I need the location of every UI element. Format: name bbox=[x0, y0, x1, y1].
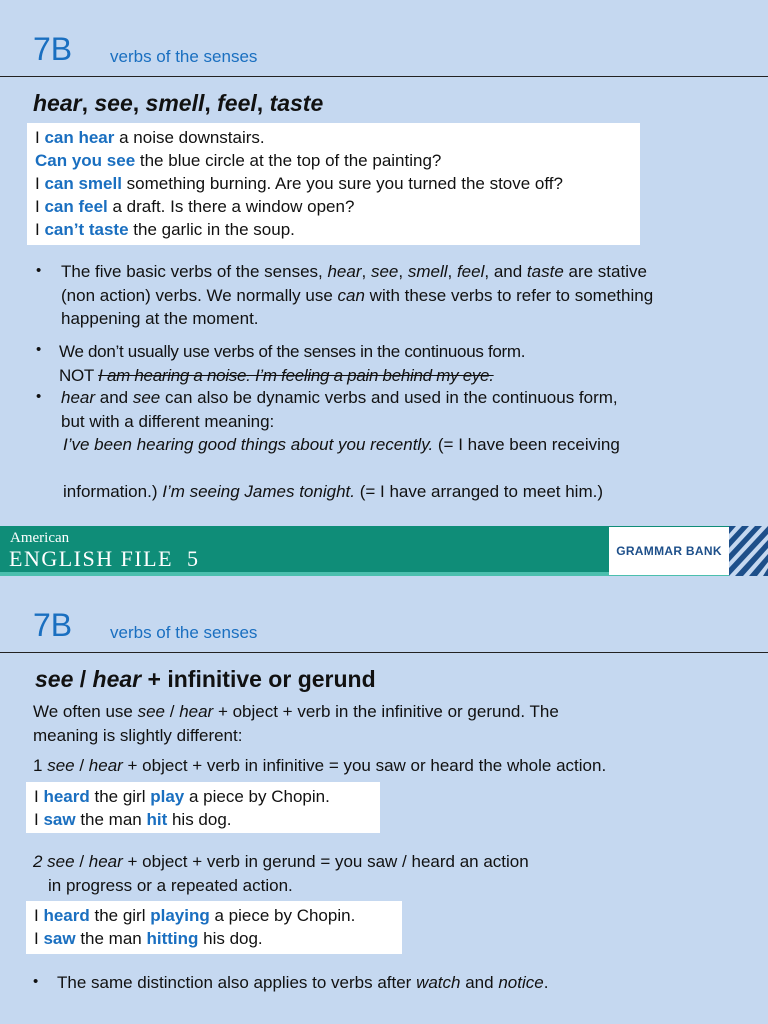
example-line: I can feel a draft. Is there a window open? bbox=[35, 197, 355, 216]
bullet-dot: • bbox=[33, 973, 39, 990]
bullet-dynamic-verbs: hear and see can also be dynamic verbs and used in the continuous form, but with a different meaning: I’ve been hearing good things about you recently. (= I have been receiving information.) I’m seeing James tonight. (= I have arranged to meet him.) bbox=[61, 388, 620, 501]
section-subtitle-2: verbs of the senses bbox=[110, 623, 258, 642]
intro-text: We often use see / hear + object + verb in the infinitive or gerund. The meaning is slightly different: bbox=[33, 702, 559, 745]
example-line: I saw the man hitting his dog. bbox=[34, 929, 263, 948]
section-heading-2: see / hear + infinitive or gerund bbox=[35, 666, 376, 692]
bullet-dot: • bbox=[36, 388, 42, 405]
example-line: I can’t taste the garlic in the soup. bbox=[35, 220, 295, 239]
brand-small: American bbox=[10, 530, 70, 546]
section-code: 7B bbox=[33, 31, 73, 67]
example-line: I heard the girl playing a piece by Chopin. bbox=[34, 906, 356, 925]
example-line: I heard the girl play a piece by Chopin. bbox=[34, 787, 330, 806]
section-heading: hear, see, smell, feel, taste bbox=[33, 90, 324, 116]
header-divider-2 bbox=[0, 652, 768, 653]
section-subtitle: verbs of the senses bbox=[110, 47, 258, 66]
gerund-examples-box bbox=[26, 901, 402, 954]
brand-title: ENGLISH FILE 5 bbox=[9, 546, 200, 571]
example-line: I can hear a noise downstairs. bbox=[35, 128, 265, 147]
infinitive-examples-box bbox=[26, 782, 380, 833]
rule-infinitive: 1 see / hear + object + verb in infinitive = you saw or heard the whole action. bbox=[33, 756, 607, 775]
section-code-2: 7B bbox=[33, 607, 73, 643]
example-line: I can smell something burning. Are you sure you turned the stove off? bbox=[35, 174, 563, 193]
banner-stripes-icon bbox=[729, 526, 768, 576]
bullet-continuous-form: We don’t usually use verbs of the senses in the continuous form. NOT I am hearing a noise. I’m feeling a pain behind my eye. bbox=[59, 342, 526, 385]
bullet-dot: • bbox=[36, 341, 42, 358]
examples-box bbox=[27, 123, 640, 245]
example-line: I saw the man hit his dog. bbox=[34, 810, 232, 829]
rule-gerund: 2 see / hear + object + verb in gerund = you saw / heard an action in progress or a repeated action. bbox=[33, 852, 529, 895]
bullet-watch-notice: The same distinction also applies to verbs after watch and notice. bbox=[57, 973, 549, 992]
example-line: Can you see the blue circle at the top of the painting? bbox=[35, 151, 442, 170]
header-divider bbox=[0, 76, 768, 77]
bullet-dot: • bbox=[36, 262, 42, 279]
grammar-bank-label: GRAMMAR BANK bbox=[609, 527, 729, 575]
bullet-stative-verbs: The five basic verbs of the senses, hear, see, smell, feel, and taste are stative (non action) verbs. We normally use can with these verbs to refer to something happening at the moment. bbox=[61, 262, 654, 328]
